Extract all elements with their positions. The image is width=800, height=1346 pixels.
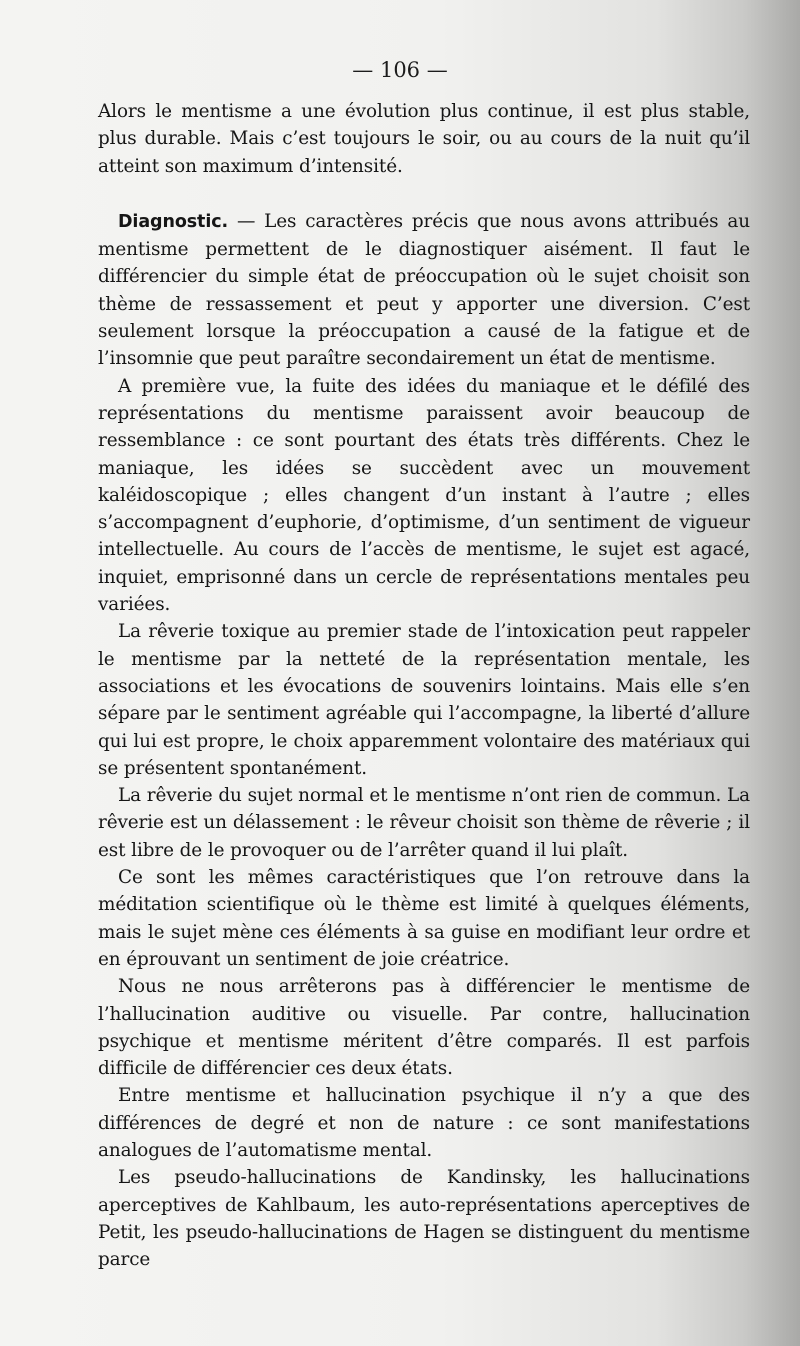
paragraph-continuation: Alors le mentisme a une évolution plus continue, il est plus stable, plus durable. Mais c’est toujours le soir, ou au cours de la nuit qu’il atteint son maximum d’intensité. [98,101,750,177]
paragraph: Entre mentisme et hallucination psychique il n’y a que des différences de degré et non de nature : ce sont manifestations analogues de l’automatisme mental. [98,1085,750,1161]
paragraph: Ce sont les mêmes caractéristiques que l’on retrouve dans la méditation scientifique où le thème est limité à quelques éléments, mais le sujet mène ces éléments à sa guise en modifiant leur ordre et en éprouvant un sentiment de joie créatrice. [98,867,750,970]
paragraph-diagnostic [98,208,750,373]
body-text [98,98,750,1273]
paragraph: La rêverie toxique au premier stade de l’intoxication peut rappeler le mentisme par la netteté de la représentation mentale, les associations et les évocations de souvenirs lointains. Mais elle s’en sépare par le sentiment agréable qui l’accompagne, la liberté d’allure qui lui est propre, le choix apparemment volontaire des matériaux qui se présentent spontanément. [98,621,750,779]
paragraph: Les pseudo-hallucinations de Kandinsky, les hallucinations aperceptives de Kahlbaum, les auto-représentations aperceptives de Petit, les pseudo-hallucinations de Hagen se distinguent du mentisme parce [98,1167,750,1271]
paragraph-diagnostic-text: — Les caractères précis que nous avons attribués au mentisme permettent de le diagnostiquer aisément. Il faut le différencier du simple état de préoccupation où le sujet choisit son thème de ressassement et peut y apporter une diversion. C’est seulement lorsque la préoccupation a causé de la fatigue et de l’insomnie que peut paraître secondairement un état de mentisme. [98,210,750,370]
paragraph: La rêverie du sujet normal et le mentisme n’ont rien de commun. La rêverie est un délassement : le rêveur choisit son thème de rêverie ; il est libre de le provoquer ou de l’arrêter quand il lui plaît. [98,785,750,861]
section-heading: Diagnostic. [118,211,229,232]
paragraph: Nous ne nous arrêterons pas à différencier le mentisme de l’hallucination auditive ou visuelle. Par contre, hallucination psychique et mentisme méritent d’être comparés. Il est parfois difficile de différencier ces deux états. [98,976,750,1080]
page-number: — 106 — [352,58,448,82]
paragraph: A première vue, la fuite des idées du maniaque et le défilé des représentations du mentisme paraissent avoir beaucoup de ressemblance : ce sont pourtant des états très différents. Chez le maniaque, les idées se succèdent avec un mouvement kaléidoscopique ; elles changent d’un instant à l’autre ; elles s’accompagnent d’euphorie, d’optimisme, d’un sentiment de vigueur intellectuelle. Au cours de l’accès de mentisme, le sujet est agacé, inquiet, emprisonné dans un cercle de représentations mentales peu variées. [98,375,750,616]
